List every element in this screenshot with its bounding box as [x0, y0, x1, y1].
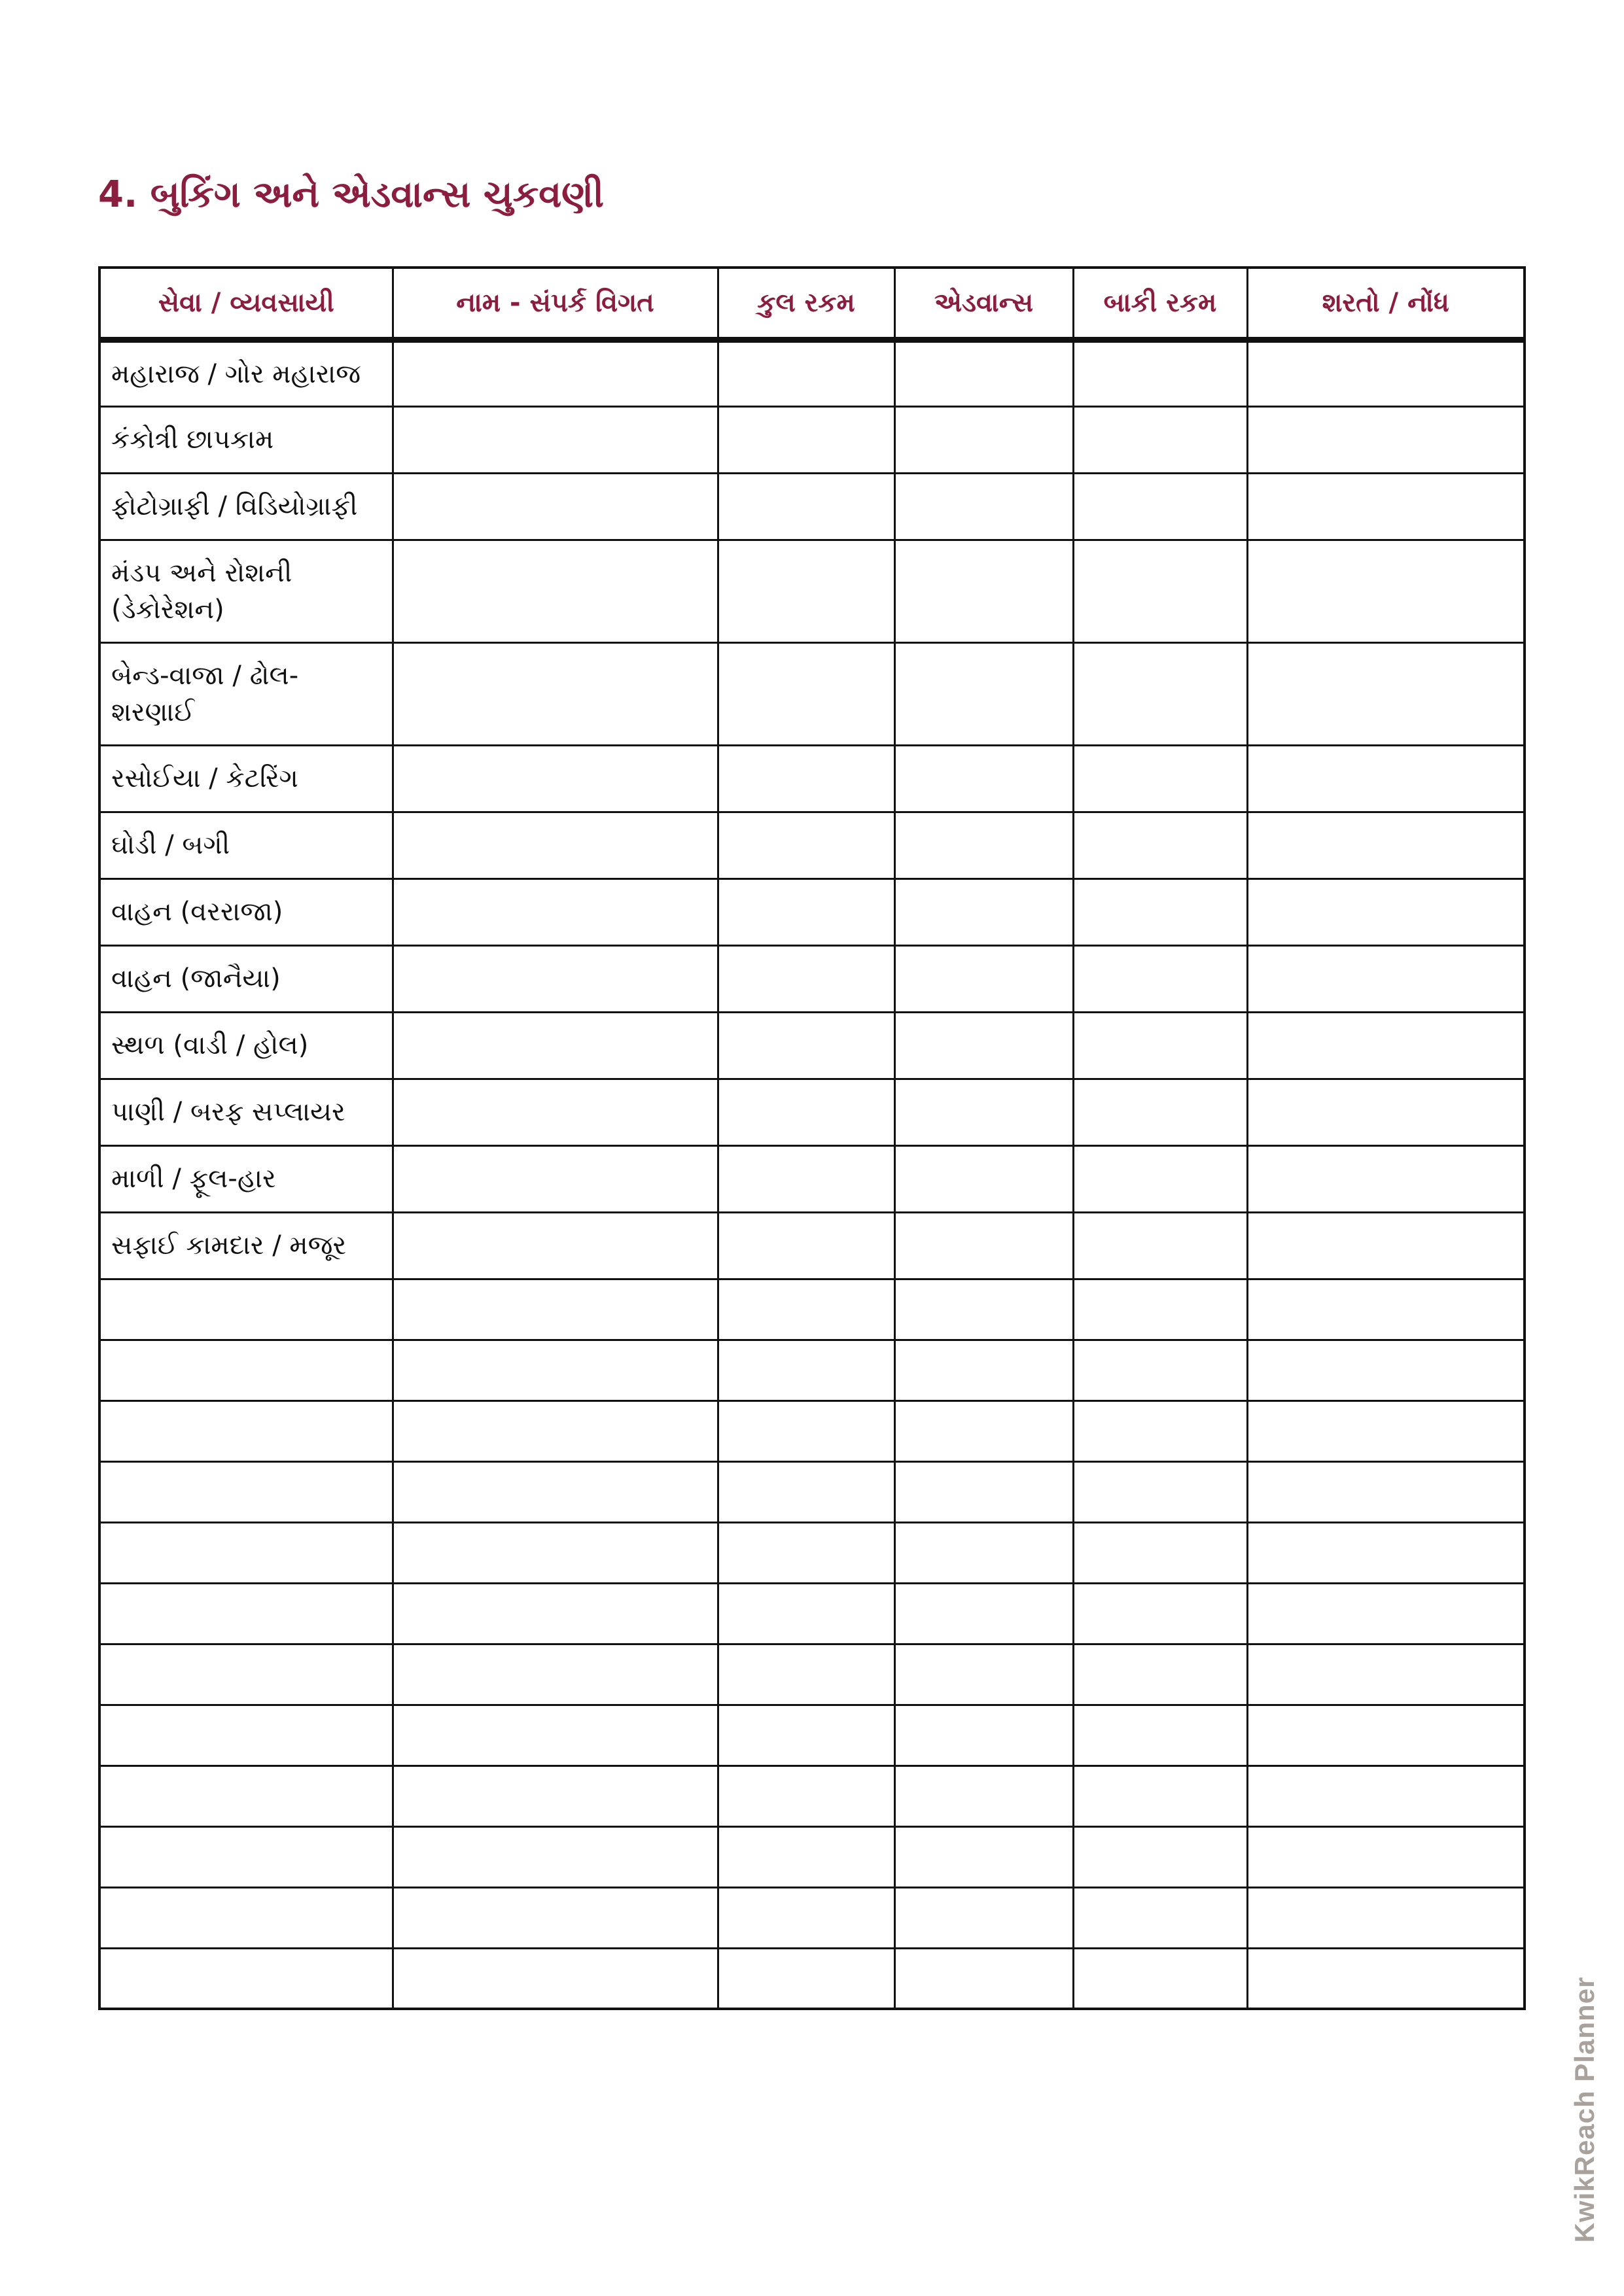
blank-name-contact-cell[interactable] [393, 1279, 718, 1340]
blank-row [99, 1279, 1525, 1340]
service-cell: મહારાજ / ગોર મહારાજ [99, 339, 393, 406]
blank-balance-cell[interactable] [1073, 1461, 1247, 1522]
table-row [99, 473, 1525, 540]
advance-cell[interactable] [894, 473, 1073, 540]
table-row [99, 642, 1525, 745]
notes-cell[interactable] [1247, 878, 1525, 945]
name-contact-cell[interactable] [393, 945, 718, 1012]
notes-cell[interactable] [1247, 1212, 1525, 1279]
blank-advance-cell[interactable] [894, 1279, 1073, 1340]
blank-notes-cell[interactable] [1247, 1644, 1525, 1705]
service-cell: વાહન (જાનૈયા) [99, 945, 393, 1012]
notes-cell[interactable] [1247, 745, 1525, 812]
total-amount-cell[interactable] [718, 1012, 894, 1079]
total-amount-cell[interactable] [718, 339, 894, 406]
balance-cell[interactable] [1073, 945, 1247, 1012]
blank-advance-cell[interactable] [894, 1705, 1073, 1765]
blank-name-contact-cell[interactable] [393, 1583, 718, 1644]
advance-cell[interactable] [894, 642, 1073, 745]
header-service: સેવા / વ્યવસાયી [99, 268, 393, 339]
balance-cell[interactable] [1073, 1012, 1247, 1079]
blank-advance-cell[interactable] [894, 1948, 1073, 2009]
service-cell: રસોઈયા / કેટરિંગ [99, 745, 393, 812]
header-terms-notes: શરતો / નોંધ [1247, 268, 1525, 339]
blank-name-contact-cell[interactable] [393, 1887, 718, 1948]
blank-row [99, 1948, 1525, 2009]
name-contact-cell[interactable] [393, 745, 718, 812]
balance-cell[interactable] [1073, 1212, 1247, 1279]
advance-cell[interactable] [894, 745, 1073, 812]
blank-total-amount-cell[interactable] [718, 1887, 894, 1948]
blank-rows [99, 1279, 1525, 2009]
blank-row [99, 1340, 1525, 1400]
blank-total-amount-cell[interactable] [718, 1644, 894, 1705]
header-total-amount: કુલ રકમ [718, 268, 894, 339]
name-contact-cell[interactable] [393, 540, 718, 642]
blank-total-amount-cell[interactable] [718, 1826, 894, 1887]
name-contact-cell[interactable] [393, 1079, 718, 1145]
blank-notes-cell[interactable] [1247, 1340, 1525, 1400]
total-amount-cell[interactable] [718, 1079, 894, 1145]
advance-cell[interactable] [894, 406, 1073, 473]
blank-name-contact-cell[interactable] [393, 1400, 718, 1461]
blank-notes-cell[interactable] [1247, 1583, 1525, 1644]
table-row [99, 1012, 1525, 1079]
blank-notes-cell[interactable] [1247, 1461, 1525, 1522]
blank-service-cell[interactable] [99, 1583, 393, 1644]
notes-cell[interactable] [1247, 473, 1525, 540]
service-cell: માળી / ફૂલ-હાર [99, 1145, 393, 1212]
blank-name-contact-cell[interactable] [393, 1765, 718, 1826]
total-amount-cell[interactable] [718, 945, 894, 1012]
total-amount-cell[interactable] [718, 745, 894, 812]
blank-balance-cell[interactable] [1073, 1948, 1247, 2009]
blank-name-contact-cell[interactable] [393, 1948, 718, 2009]
balance-cell[interactable] [1073, 1079, 1247, 1145]
table-row [99, 945, 1525, 1012]
blank-row [99, 1644, 1525, 1705]
blank-service-cell[interactable] [99, 1644, 393, 1705]
total-amount-cell[interactable] [718, 812, 894, 878]
advance-cell[interactable] [894, 339, 1073, 406]
balance-cell[interactable] [1073, 812, 1247, 878]
blank-service-cell[interactable] [99, 1461, 393, 1522]
balance-cell[interactable] [1073, 540, 1247, 642]
blank-balance-cell[interactable] [1073, 1765, 1247, 1826]
table-row [99, 745, 1525, 812]
header-balance: બાકી રકમ [1073, 268, 1247, 339]
blank-total-amount-cell[interactable] [718, 1340, 894, 1400]
table-row [99, 540, 1525, 642]
name-contact-cell[interactable] [393, 642, 718, 745]
balance-cell[interactable] [1073, 878, 1247, 945]
total-amount-cell[interactable] [718, 540, 894, 642]
blank-notes-cell[interactable] [1247, 1826, 1525, 1887]
blank-name-contact-cell[interactable] [393, 1826, 718, 1887]
blank-row [99, 1400, 1525, 1461]
advance-cell[interactable] [894, 945, 1073, 1012]
notes-cell[interactable] [1247, 945, 1525, 1012]
blank-row [99, 1522, 1525, 1583]
page-title: 4. બુકિંગ અને એડવાન્સ ચુકવણી [98, 173, 604, 216]
blank-row [99, 1765, 1525, 1826]
blank-balance-cell[interactable] [1073, 1522, 1247, 1583]
advance-cell[interactable] [894, 878, 1073, 945]
blank-notes-cell[interactable] [1247, 1765, 1525, 1826]
advance-cell[interactable] [894, 1012, 1073, 1079]
blank-name-contact-cell[interactable] [393, 1461, 718, 1522]
balance-cell[interactable] [1073, 642, 1247, 745]
blank-advance-cell[interactable] [894, 1765, 1073, 1826]
name-contact-cell[interactable] [393, 339, 718, 406]
service-cell: વાહન (વરરાજા) [99, 878, 393, 945]
blank-balance-cell[interactable] [1073, 1400, 1247, 1461]
blank-advance-cell[interactable] [894, 1887, 1073, 1948]
blank-total-amount-cell[interactable] [718, 1765, 894, 1826]
total-amount-cell[interactable] [718, 1145, 894, 1212]
blank-service-cell[interactable] [99, 1826, 393, 1887]
total-amount-cell[interactable] [718, 406, 894, 473]
blank-total-amount-cell[interactable] [718, 1522, 894, 1583]
blank-service-cell[interactable] [99, 1400, 393, 1461]
balance-cell[interactable] [1073, 339, 1247, 406]
blank-service-cell[interactable] [99, 1279, 393, 1340]
blank-balance-cell[interactable] [1073, 1887, 1247, 1948]
blank-total-amount-cell[interactable] [718, 1279, 894, 1340]
header-name-contact: નામ - સંપર્ક વિગત [393, 268, 718, 339]
blank-advance-cell[interactable] [894, 1583, 1073, 1644]
blank-service-cell[interactable] [99, 1705, 393, 1765]
blank-notes-cell[interactable] [1247, 1948, 1525, 2009]
service-cell: ફોટોગ્રાફી / વિડિયોગ્રાફી [99, 473, 393, 540]
name-contact-cell[interactable] [393, 1212, 718, 1279]
name-contact-cell[interactable] [393, 1145, 718, 1212]
name-contact-cell[interactable] [393, 878, 718, 945]
notes-cell[interactable] [1247, 812, 1525, 878]
blank-name-contact-cell[interactable] [393, 1644, 718, 1705]
blank-advance-cell[interactable] [894, 1644, 1073, 1705]
watermark-text: KwikReach Planner [1569, 1976, 1600, 2243]
name-contact-cell[interactable] [393, 1012, 718, 1079]
service-cell: મંડપ અને રોશની (ડેકોરેશન) [99, 540, 393, 642]
name-contact-cell[interactable] [393, 406, 718, 473]
balance-cell[interactable] [1073, 406, 1247, 473]
blank-balance-cell[interactable] [1073, 1583, 1247, 1644]
advance-cell[interactable] [894, 1145, 1073, 1212]
blank-name-contact-cell[interactable] [393, 1340, 718, 1400]
table-row [99, 339, 1525, 406]
header-advance: એડવાન્સ [894, 268, 1073, 339]
blank-notes-cell[interactable] [1247, 1887, 1525, 1948]
notes-cell[interactable] [1247, 1012, 1525, 1079]
table-row [99, 406, 1525, 473]
notes-cell[interactable] [1247, 642, 1525, 745]
notes-cell[interactable] [1247, 1145, 1525, 1212]
service-cell: કંકોત્રી છાપકામ [99, 406, 393, 473]
advance-cell[interactable] [894, 1212, 1073, 1279]
blank-advance-cell[interactable] [894, 1400, 1073, 1461]
advance-cell[interactable] [894, 1079, 1073, 1145]
blank-service-cell[interactable] [99, 1522, 393, 1583]
blank-total-amount-cell[interactable] [718, 1705, 894, 1765]
table-row [99, 1145, 1525, 1212]
blank-balance-cell[interactable] [1073, 1826, 1247, 1887]
blank-row [99, 1887, 1525, 1948]
total-amount-cell[interactable] [718, 1212, 894, 1279]
booking-payment-table [98, 266, 1526, 2010]
blank-advance-cell[interactable] [894, 1522, 1073, 1583]
table-row [99, 1212, 1525, 1279]
blank-balance-cell[interactable] [1073, 1340, 1247, 1400]
blank-total-amount-cell[interactable] [718, 1583, 894, 1644]
blank-row [99, 1583, 1525, 1644]
blank-notes-cell[interactable] [1247, 1279, 1525, 1340]
blank-advance-cell[interactable] [894, 1826, 1073, 1887]
blank-balance-cell[interactable] [1073, 1644, 1247, 1705]
table-header-row [99, 268, 1525, 339]
total-amount-cell[interactable] [718, 878, 894, 945]
blank-balance-cell[interactable] [1073, 1705, 1247, 1765]
table-row [99, 878, 1525, 945]
blank-balance-cell[interactable] [1073, 1279, 1247, 1340]
blank-notes-cell[interactable] [1247, 1400, 1525, 1461]
service-cell: સ્થળ (વાડી / હોલ) [99, 1012, 393, 1079]
balance-cell[interactable] [1073, 473, 1247, 540]
blank-row [99, 1705, 1525, 1765]
blank-advance-cell[interactable] [894, 1461, 1073, 1522]
blank-service-cell[interactable] [99, 1340, 393, 1400]
blank-row [99, 1461, 1525, 1522]
notes-cell[interactable] [1247, 339, 1525, 406]
blank-notes-cell[interactable] [1247, 1705, 1525, 1765]
notes-cell[interactable] [1247, 540, 1525, 642]
blank-name-contact-cell[interactable] [393, 1522, 718, 1583]
total-amount-cell[interactable] [718, 473, 894, 540]
notes-cell[interactable] [1247, 1079, 1525, 1145]
total-amount-cell[interactable] [718, 642, 894, 745]
advance-cell[interactable] [894, 540, 1073, 642]
blank-total-amount-cell[interactable] [718, 1948, 894, 2009]
blank-row [99, 1826, 1525, 1887]
blank-notes-cell[interactable] [1247, 1522, 1525, 1583]
blank-service-cell[interactable] [99, 1948, 393, 2009]
blank-service-cell[interactable] [99, 1887, 393, 1948]
service-cell: સફાઈ કામદાર / મજૂર [99, 1212, 393, 1279]
name-contact-cell[interactable] [393, 812, 718, 878]
table-row [99, 812, 1525, 878]
service-cell: બેન્ડ-વાજા / ઢોલ-શરણાઈ [99, 642, 393, 745]
notes-cell[interactable] [1247, 406, 1525, 473]
blank-total-amount-cell[interactable] [718, 1461, 894, 1522]
balance-cell[interactable] [1073, 745, 1247, 812]
table-row [99, 1079, 1525, 1145]
blank-service-cell[interactable] [99, 1765, 393, 1826]
blank-name-contact-cell[interactable] [393, 1705, 718, 1765]
name-contact-cell[interactable] [393, 473, 718, 540]
service-cell: ઘોડી / બગી [99, 812, 393, 878]
service-cell: પાણી / બરફ સપ્લાયર [99, 1079, 393, 1145]
advance-cell[interactable] [894, 812, 1073, 878]
blank-advance-cell[interactable] [894, 1340, 1073, 1400]
blank-total-amount-cell[interactable] [718, 1400, 894, 1461]
balance-cell[interactable] [1073, 1145, 1247, 1212]
